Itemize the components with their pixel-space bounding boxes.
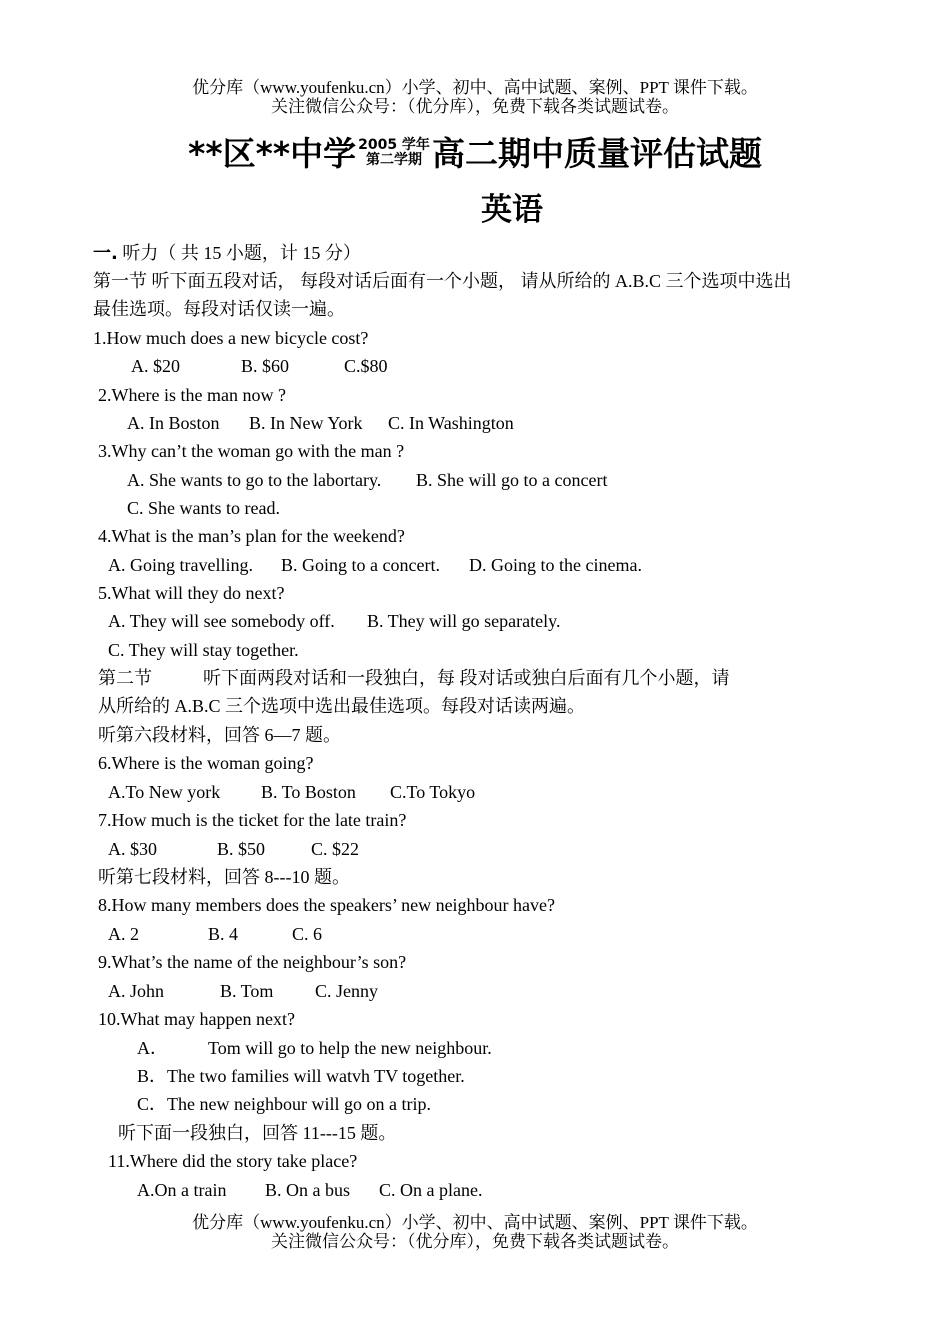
question-3: 3.Why can’t the woman go with the man ?	[98, 441, 405, 461]
question-6: 6.Where is the woman going?	[98, 753, 314, 773]
watermark-header-line1: 优分库（www.youfenku.cn）小学、初中、高中试题、案例、PPT 课件下载。	[192, 78, 758, 97]
part1-instructions-line1: 第一节 听下面五段对话， 每段对话后面有一个小题， 请从所给的 A.B.C 三个选项中选出	[93, 271, 792, 291]
title-exam-name: 高二期中质量评估试题	[431, 134, 762, 173]
option-10b: B．The two families will watvh TV together.	[137, 1066, 465, 1086]
option-2b: B. In New York	[249, 413, 363, 433]
option-7a: A. $30	[108, 839, 157, 859]
watermark-header-line2: 关注微信公众号：（优分库），免费下载各类试题试卷。	[271, 97, 679, 116]
option-9a: A. John	[108, 981, 165, 1001]
option-2a: A. In Boston	[127, 413, 220, 433]
question-1: 1.How much does a new bicycle cost?	[93, 328, 369, 348]
option-11c: C. On a plane.	[379, 1180, 483, 1200]
question-10: 10.What may happen next?	[98, 1009, 295, 1029]
option-4c: D. Going to the cinema.	[469, 555, 642, 575]
option-10c: C．The new neighbour will go on a trip.	[137, 1094, 431, 1114]
option-11a: A.On a train	[137, 1180, 227, 1200]
option-3b: B. She will go to a concert	[416, 470, 608, 490]
section-heading	[93, 242, 361, 265]
option-3a: A. She wants to go to the labortary.	[127, 470, 382, 490]
option-6c: C.To Tokyo	[390, 782, 476, 802]
option-8c: C. 6	[292, 924, 323, 944]
option-5c: C. They will stay together.	[108, 640, 299, 660]
option-1c: C.$80	[344, 356, 388, 376]
part1-instructions-line2: 最佳选项。每段对话仅读一遍。	[93, 299, 345, 319]
title-school: **区**中学	[188, 134, 357, 173]
option-8b: B. 4	[208, 924, 239, 944]
option-10a-label: A．	[137, 1038, 168, 1058]
option-2c: C. In Washington	[388, 413, 514, 433]
part2-instructions-line2: 从所给的 A.B.C 三个选项中选出最佳选项。每段对话读两遍。	[98, 696, 586, 716]
monologue-intro: 听下面一段独白，回答 11---15 题。	[118, 1123, 397, 1143]
option-5b: B. They will go separately.	[367, 611, 561, 631]
option-1b: B. $60	[241, 356, 290, 376]
option-6a: A.To New york	[108, 782, 221, 802]
question-7: 7.How much is the ticket for the late train?	[98, 810, 407, 830]
question-8: 8.How many members does the speakers’ new neighbour have?	[98, 895, 556, 915]
option-11b: B. On a bus	[265, 1180, 350, 1200]
option-7c: C. $22	[311, 839, 360, 859]
section-number: 一.	[93, 243, 118, 264]
option-8a: A. 2	[108, 924, 139, 944]
option-1a: A. $20	[131, 356, 180, 376]
option-6b: B. To Boston	[261, 782, 356, 802]
title-semester: 第二学期	[366, 151, 423, 168]
option-4b: B. Going to a concert.	[281, 555, 440, 575]
option-9b: B. Tom	[220, 981, 274, 1001]
option-7b: B. $50	[217, 839, 266, 859]
watermark-footer-line2: 关注微信公众号：（优分库），免费下载各类试题试卷。	[271, 1232, 679, 1251]
option-3c: C. She wants to read.	[127, 498, 280, 518]
watermark-footer-line1: 优分库（www.youfenku.cn）小学、初中、高中试题、案例、PPT 课件下载。	[192, 1213, 758, 1232]
option-10a: Tom will go to help the new neighbour.	[208, 1038, 492, 1058]
option-5a: A. They will see somebody off.	[108, 611, 335, 631]
subject-title: 英语	[481, 192, 543, 228]
exam-title	[0, 132, 950, 176]
question-2: 2.Where is the man now ?	[98, 385, 286, 405]
question-9: 9.What’s the name of the neighbour’s son?	[98, 952, 407, 972]
material7-intro: 听第七段材料，回答 8---10 题。	[98, 867, 350, 887]
material6-intro: 听第六段材料，回答 6—7 题。	[98, 725, 341, 745]
part2-instructions-line1: 听下面两段对话和一段独白，每 段对话或独白后面有几个小题，请	[203, 668, 730, 688]
title-year: 2005 学年	[358, 136, 430, 153]
question-5: 5.What will they do next?	[98, 583, 285, 603]
option-9c: C. Jenny	[315, 981, 378, 1001]
option-4a: A. Going travelling.	[108, 555, 253, 575]
section-heading-text: 听力（ 共 15 小题，计 15 分）	[122, 243, 361, 263]
title-term	[358, 138, 430, 168]
part2-label: 第二节	[98, 668, 152, 688]
question-4: 4.What is the man’s plan for the weekend?	[98, 526, 405, 546]
question-11: 11.Where did the story take place?	[108, 1151, 358, 1171]
